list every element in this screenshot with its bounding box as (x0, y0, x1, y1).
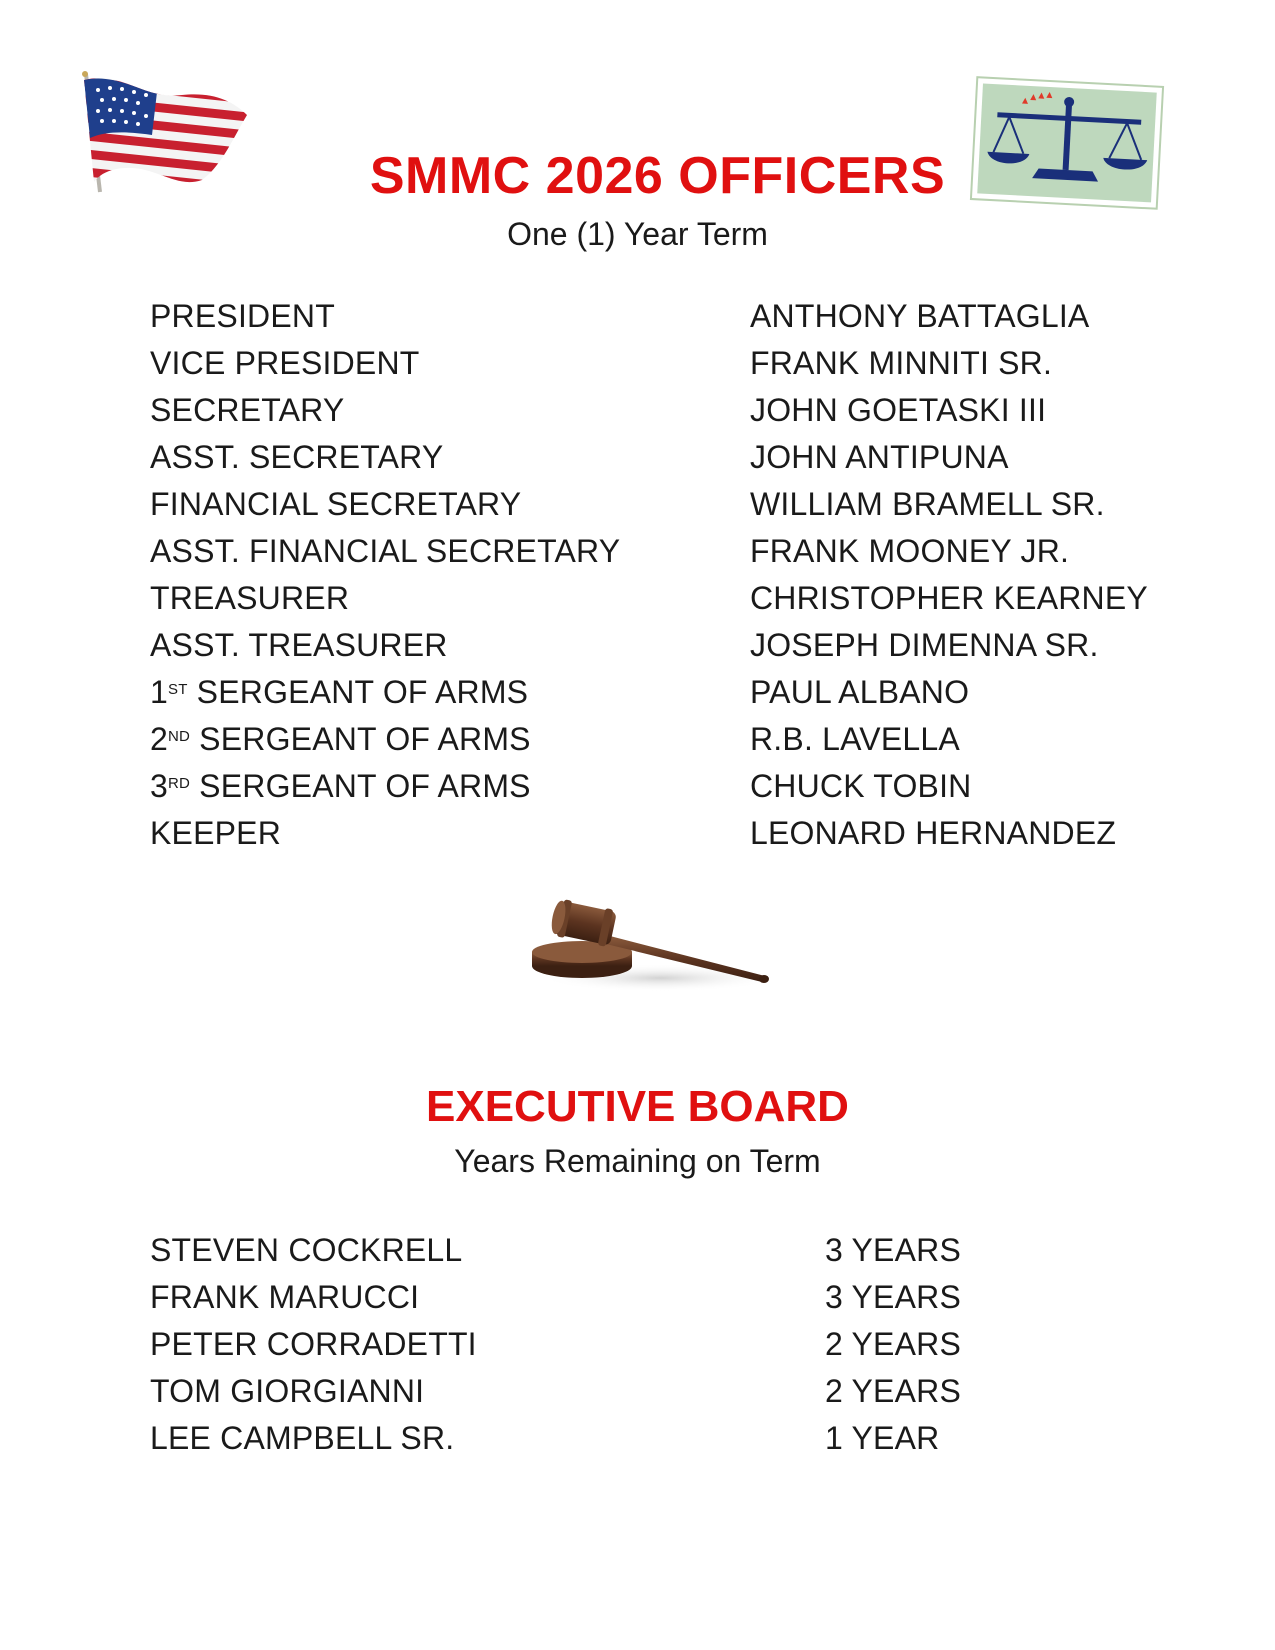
board-title: EXECUTIVE BOARD (426, 1082, 849, 1131)
officer-name: LEONARD HERNANDEZ (750, 815, 1117, 851)
officer-name: ANTHONY BATTAGLIA (750, 298, 1090, 334)
officer-title: ASST. SECRETARY (150, 439, 444, 475)
officer-title: ASST. TREASURER (150, 627, 448, 663)
board-member-term: 3 YEARS (825, 1232, 961, 1268)
officer-title: ASST. FINANCIAL SECRETARY (150, 533, 621, 569)
page-subtitle: One (1) Year Term (507, 216, 768, 252)
officer-name: R.B. LAVELLA (750, 721, 960, 757)
page-title: SMMC 2026 OFFICERS (369, 147, 946, 205)
board-member-name: FRANK MARUCCI (150, 1279, 420, 1315)
board-member-name: LEE CAMPBELL SR. (150, 1420, 455, 1456)
officer-name: JOSEPH DIMENNA SR. (750, 627, 1099, 663)
officer-name: JOHN ANTIPUNA (750, 439, 1009, 475)
officer-name: WILLIAM BRAMELL SR. (750, 486, 1105, 522)
board-member-term: 2 YEARS (825, 1326, 961, 1362)
officer-name: JOHN GOETASKI III (750, 392, 1047, 428)
officer-title: 2ND SERGEANT OF ARMS (150, 721, 531, 757)
officer-title: 1ST SERGEANT OF ARMS (150, 674, 529, 710)
board-member-name: TOM GIORGIANNI (150, 1373, 425, 1409)
officer-name: FRANK MINNITI SR. (750, 345, 1053, 381)
board-subtitle: Years Remaining on Term (454, 1143, 821, 1179)
officer-title: SECRETARY (150, 392, 345, 428)
board-member-name: PETER CORRADETTI (150, 1326, 477, 1362)
officer-title: VICE PRESIDENT (150, 345, 420, 381)
officer-title: KEEPER (150, 815, 282, 851)
officer-name: FRANK MOONEY JR. (750, 533, 1070, 569)
gavel-icon (520, 848, 780, 1038)
officer-name: CHUCK TOBIN (750, 768, 972, 804)
officer-title: PRESIDENT (150, 298, 335, 334)
board-member-term: 2 YEARS (825, 1373, 961, 1409)
board-member-name: STEVEN COCKRELL (150, 1232, 463, 1268)
officer-name: PAUL ALBANO (750, 674, 970, 710)
officer-name: CHRISTOPHER KEARNEY (750, 580, 1148, 616)
officer-title: TREASURER (150, 580, 350, 616)
board-member-term: 3 YEARS (825, 1279, 961, 1315)
officer-title: FINANCIAL SECRETARY (150, 486, 522, 522)
board-member-term: 1 YEAR (825, 1420, 940, 1456)
officer-title: 3RD SERGEANT OF ARMS (150, 768, 531, 804)
